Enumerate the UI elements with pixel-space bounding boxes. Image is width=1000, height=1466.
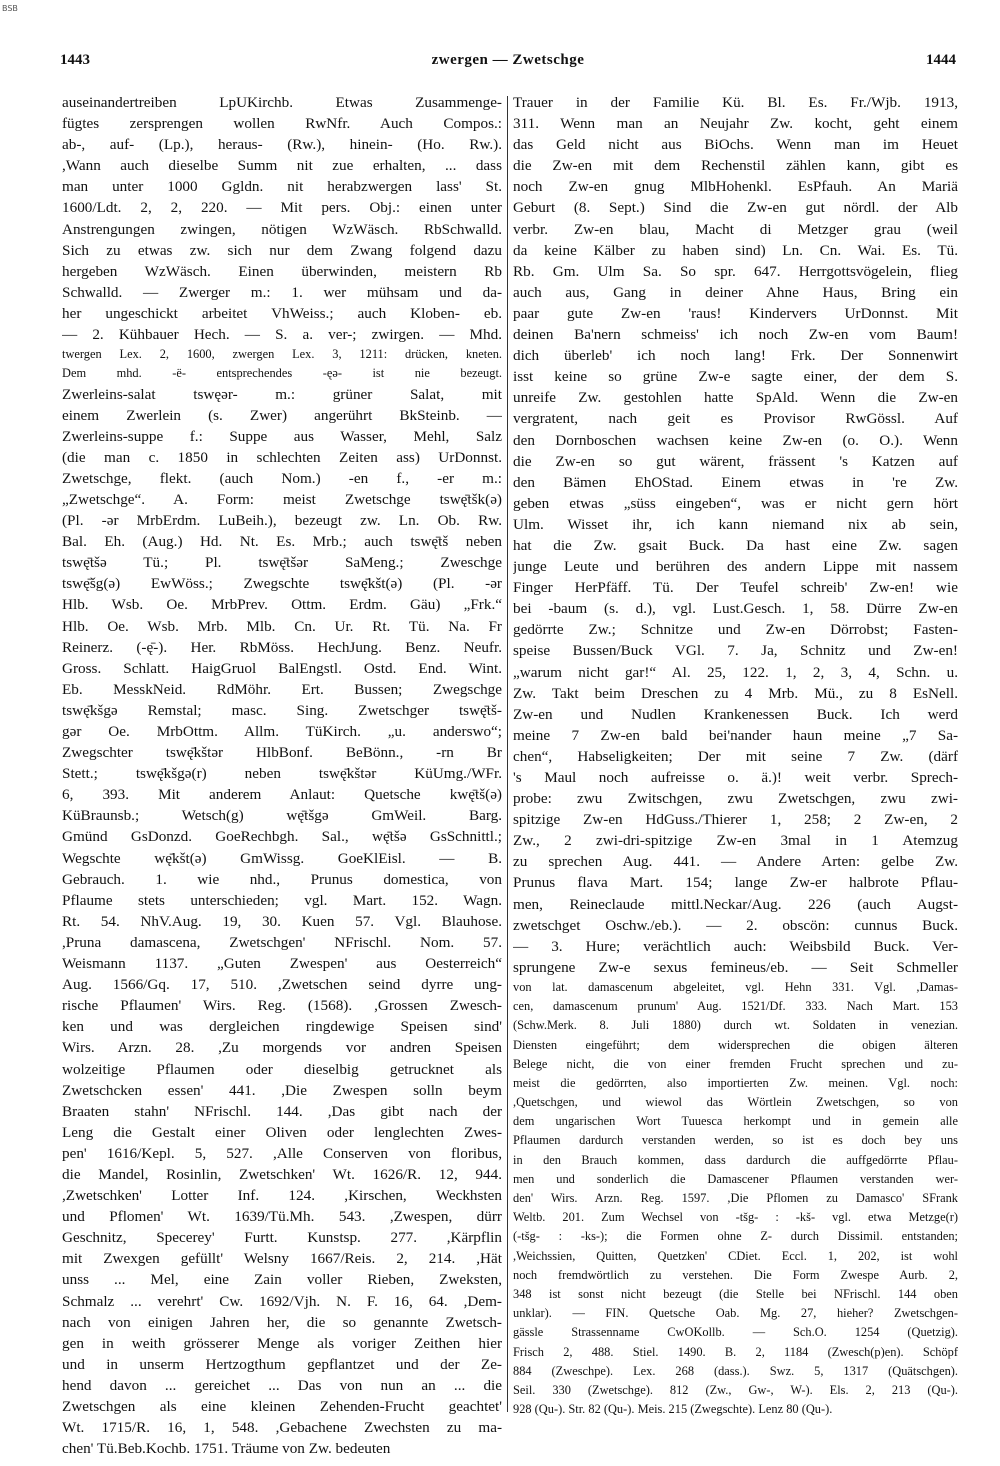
text-line: Rb. Gm. Ulm Sa. So spr. 647. Herrgottsvögelein, flieg — [513, 262, 958, 280]
text-line: Geburt (8. Sept.) Sind die Zw-en gut nördl. der Alb — [513, 199, 958, 217]
text-line: gər Oe. MrbOttm. Allm. TüKirch. „u. anderswo“; — [62, 723, 502, 740]
text-line: den Bämen EhOStad. Einem etwas in 're Zw. — [513, 473, 958, 491]
text-line: „Zwetschge“. A. Form: meist Zwetschge tswę̄tšk(ə) — [62, 490, 502, 508]
text-line: paar gute Zw-en 'raus! Kindervers UrDonnst. Mit — [513, 304, 958, 322]
text-line: Schwalld. — Zwerger m.: 1. wer mühsam und da- — [62, 283, 502, 301]
text-line: Geschnitz, Specerey' Furtt. Kunstsp. 277. ,Kärpflin — [62, 1229, 502, 1247]
text-line: sprungene Zw-e sexus femineus/eb. — Seit Schmeller — [513, 958, 958, 976]
right-column — [513, 92, 958, 1419]
text-line: Braaten stahn' NFrischl. 144. ,Das gibt nach der — [62, 1102, 502, 1120]
text-line: Aug. 1566/Gq. 17, 510. ,Zwetschen seind dyrre ung- — [62, 976, 502, 994]
text-line: Zwetschge, flekt. (auch Nom.) -en f., -er m.: — [62, 469, 502, 487]
text-line: unss ... Mel, eine Zain voller Rieben, Zweksten, — [62, 1271, 502, 1289]
text-line: da keine Kälber zu haben sind) Ln. Cn. Wai. Es. Tü. — [513, 241, 958, 259]
text-line: Zwetschcken essen' 441. ,Die Zwespen solln beym — [62, 1081, 502, 1099]
text-line: hat die Zw. gsait Buck. Da hast eine Zw. sagen — [513, 536, 958, 554]
text-line: Schmalz ... verehrt' Cw. 1692/Vjh. N. F. 16, 64. ,Dem- — [62, 1292, 502, 1310]
text-line: speise Bussen/Buck VGl. 7. Ja, Schnitz und Zw-en! — [513, 642, 958, 660]
text-line: Leng die Gestalt einer Oliven oder lenglechten Zwes- — [62, 1123, 502, 1141]
text-line: Reinerz. (-ę̄-). Her. RbMöss. HechJung. Benz. Neufr. — [62, 638, 502, 656]
text-line: Zw., 2 zwi-dri-spitzige Zw-en 3mal in 1 Atemzug — [513, 832, 958, 850]
text-line: unreife Zw. gestohlen hatte SpAld. Wenn die Zw-en — [513, 389, 958, 407]
text-line: meist die gedörrten, also importierten Zw. meinen. Vgl. noch: — [513, 1075, 958, 1090]
text-line: probe: zwu Zwitschgen, zwu Zwetschgen, zwu zwi- — [513, 790, 958, 808]
text-line: wolzeitige Pflaumen oder dieselbig getrucknet als — [62, 1060, 502, 1078]
text-line: Prunus flava Mart. 154; lange Zw-er halbrote Pflau- — [513, 874, 958, 892]
text-line: Finger HerPfäff. Tü. Der Teufel schreib' Zw-en! wie — [513, 579, 958, 597]
text-line: ken und was dergleichen ringdewige Speisen sind' — [62, 1018, 502, 1036]
text-line: Bal. Eh. (Aug.) Hd. Nt. Es. Mrb.; auch tswę̄tš neben — [62, 533, 502, 551]
text-line: her ungeschickt arbeitet VhWeiss.; auch Kloben- eb. — [62, 304, 502, 322]
text-line: chen“, Habseligkeiten; Der mit seine 7 Zw. (därf — [513, 747, 958, 765]
text-line: Gmünd GsDonzd. GoeRechbgh. Sal., wę̄tšə GsSchnittl.; — [62, 828, 502, 846]
text-line: dich überleb' ich noch lang! Frk. Der Sonnenwirt — [513, 347, 958, 365]
text-line: Hlb. Oe. Wsb. Mrb. Mlb. Cn. Ur. Rt. Tü. Na. Fr — [62, 617, 502, 635]
text-line: das Geld nicht aus BiOchs. Wenn man im Heuet — [513, 136, 958, 154]
page-number-left: 1443 — [60, 52, 90, 68]
text-line: gen in weith grösserer Menge als voriger Zeithen hier — [62, 1334, 502, 1352]
text-line: und in unserm Hertzogthum gepflantzet und der Ze- — [62, 1355, 502, 1373]
text-line: men und sonderlich die Damascener Pflaumen verstanden wer- — [513, 1171, 958, 1186]
text-line: Zw. Takt beim Dreschen zu 4 Mrb. Mü., zu 8 EsNell. — [513, 684, 958, 702]
text-line: (Schw.Merk. 8. Juli 1880) durch wt. Soldaten in venezian. — [513, 1018, 958, 1033]
text-line: 1600/Ldt. 2, 2, 220. — Mit pers. Obj.: einen unter — [62, 199, 502, 217]
text-line: 928 (Qu-). Str. 82 (Qu-). Meis. 215 (Zwegschte). Lenz 80 (Qu-). — [513, 1402, 833, 1417]
text-line: hend davon ... gereichet ... Das von nun an ... die — [62, 1376, 502, 1394]
text-line: KüBraunsb.; Wetsch(g) wę̄tšgə GmWeil. Barg. — [62, 807, 502, 825]
text-line: ,Wann auch dieselbe Summ nit zue erhalten, ... dass — [62, 157, 502, 175]
text-line: unklar). — FIN. Quetsche Oab. Mg. 27, hieher? Zwetschgen- — [513, 1306, 958, 1321]
text-line: (-tšg- : -ks-); die Formen ohne Z- durch Dissimil. entstanden; — [513, 1229, 958, 1244]
text-line: Wt. 1715/R. 16, 1, 548. ,Gebachene Zwechsten zu ma- — [62, 1419, 502, 1437]
running-title: zwergen — Zwetschge — [431, 52, 585, 68]
text-line: Wegschte wę̄kšt(ə) GmWissg. GoeKlEisl. — B. — [62, 849, 502, 867]
text-line: Diensten eingeführt; dem widersprechen die obigen älteren — [513, 1037, 958, 1052]
text-line: 311. Wenn man an Neujahr Zw. kocht, geht einem — [513, 115, 958, 133]
text-line: tswę̄tšə Tü.; Pl. tswę̄tšər SaMeng.; Zweschge — [62, 554, 502, 572]
text-line: geben etwas „süss eingeben“, was er nicht gern hört — [513, 494, 958, 512]
text-line: — 3. Hure; verächtlich auch: Weibsbild Buck. Ver- — [513, 937, 958, 955]
text-line: Eb. MesskNeid. RdMöhr. Ert. Bussen; Zwegschge — [62, 680, 502, 698]
text-line: ab-, auf- (Lp.), heraus- (Rw.), hinein- (Ho. Rw.). — [62, 136, 502, 154]
text-line: Anstrengungen zwingen, nötigen WzWäsch. RbSchwalld. — [62, 220, 502, 238]
left-column — [62, 92, 502, 1459]
text-line: twergen Lex. 2, 1600, zwergen Lex. 3, 1211: drücken, kneten. — [62, 347, 502, 362]
text-line: noch fremdwörtlich zu verstehen. Die Form Zwespe Aurb. 2, — [513, 1267, 958, 1282]
text-line: chen' Tü.Beb.Kochb. 1751. Träume von Zw. bedeuten — [62, 1440, 391, 1458]
text-line: Gross. Schlatt. HaigGruol BalEngstl. Ostd. End. Wint. — [62, 659, 502, 677]
text-line: zu sprechen Aug. 441. — Andere Arten: gelbe Zw. — [513, 853, 958, 871]
text-line: die Zw-en mit dem Rechenstil zählen kann, gibt es — [513, 157, 958, 175]
text-line: ,Weichssien, Quitten, Quetzken' CDiet. Eccl. 1, 202, ist wohl — [513, 1248, 958, 1263]
text-line: den Dornboschen wachsen keine Zw-en (o. O.). Wenn — [513, 431, 958, 449]
text-line: junge Leute und berühren des andern Lippe mit nassem — [513, 558, 958, 576]
text-line: zwetschget Oschw./eb.). — 2. obscön: cunnus Buck. — [513, 916, 958, 934]
text-line: Zwerleins-salat tswęər- m.: grüner Salat, mit — [62, 385, 502, 403]
text-line: auseinandertreiben LpUKirchb. Etwas Zusammenge- — [62, 94, 502, 111]
text-line: man unter 1000 Ggldn. nit herabzwergen lass' St. — [62, 178, 502, 196]
text-line: dem ungarischen Wort Tuuesca herkompt und in gemein alle — [513, 1114, 958, 1129]
text-line: ,Pruna damascena, Zwetschgen' NFrischl. Nom. 57. — [62, 933, 502, 951]
text-line: spitzige Zw-en HdGuss./Thierer 1, 258; 2 Zw-en, 2 — [513, 811, 958, 829]
text-line: Zwerleins-suppe f.: Suppe aus Wasser, Mehl, Salz — [62, 427, 502, 445]
text-line: mit Zwexgen gefüllt' Welsny 1667/Reis. 2, 214. ,Hät — [62, 1250, 502, 1268]
text-line: bei -baum (s. d.), vgl. Lust.Gesch. 1, 58. Dürre Zw-en — [513, 600, 958, 618]
library-watermark: BSB — [2, 4, 18, 13]
page-header — [60, 52, 956, 76]
text-line: men, Reineclaude mittl.Neckar/Aug. 226 (auch Augst- — [513, 895, 958, 913]
text-line: Zwegschter tswę̄kštər HlbBonf. BeBönn., -rn Br — [62, 744, 502, 762]
text-line: tswę̄kšgə Remstal; masc. Sing. Zwetschger tswę̄tš- — [62, 701, 502, 719]
text-line: verbr. Zw-en blau, Macht di Metzger grau (weil — [513, 220, 958, 238]
text-line: die Mandel, Rosinlin, Zwetschken' Wt. 1626/R. 12, 944. — [62, 1165, 502, 1183]
text-line: Weltb. 201. Zum Wechsel von -tšg- : -kš- vgl. etwa Metzge(r) — [513, 1210, 958, 1225]
text-line: und Pflomen' Wt. 1639/Tü.Mh. 543. ,Zwespen, dürr — [62, 1208, 502, 1226]
page-number-right: 1444 — [926, 52, 956, 68]
text-line: hergeben WzWäsch. Einen überwinden, meistern Rb — [62, 262, 502, 280]
text-line: Weismann 1137. „Guten Zwespen' aus Oesterreich“ — [62, 955, 502, 973]
text-line: „warum nicht gar!“ Al. 25, 122. 1, 2, 3, 4, Schn. u. — [513, 663, 958, 681]
text-line: Stett.; tswę̄kšgə(r) neben tswę̄kštər KüUmg./WFr. — [62, 765, 502, 783]
text-line: fügtes zersprengen wollen RwNfr. Auch Compos.: — [62, 115, 502, 133]
text-line: von lat. damascenum abgeleitet, vgl. Hehn 331. Vgl. ,Damas- — [513, 979, 958, 994]
text-line: isst keine so grüne Zw-e sagte einer, der dem S. — [513, 368, 958, 386]
text-line: Gebrauch. 1. wie nhd., Prunus domestica, von — [62, 870, 502, 888]
text-line: cen, damascenum prunum' Aug. 1521/Df. 333. Nach Mart. 153 — [513, 999, 958, 1014]
text-line: auch aus, Gang in deiner Ahne Haus, Bring ein — [513, 283, 958, 301]
column-divider — [507, 96, 508, 1412]
text-line: nach von einigen Jahren her, die so genannte Zwetsch- — [62, 1313, 502, 1331]
text-line: ,Quetschgen, und wiewol das Wörtlein Zwetschgen, so von — [513, 1095, 958, 1110]
text-line: Sich zu etwas zw. sich nur dem Zwang folgend dazu — [62, 241, 502, 259]
text-line: vergratent, nach geit es Provisor RwGössl. Auf — [513, 410, 958, 428]
text-line: gässle Strassenname CwOKollb. — Sch.O. 1254 (Quetzig). — [513, 1325, 958, 1340]
text-line: — 2. Kühbauer Hech. — S. a. ver-; zwirgen. — Mhd. — [62, 326, 502, 344]
text-line: Zw-en und Nudlen Krankenessen Buck. Ich werd — [513, 705, 958, 723]
text-line: in den Brauch kommen, dass dardurch die auffgedörrte Pflau- — [513, 1152, 958, 1167]
text-line: einem Zwerlein (s. Zwer) angerührt BkSteinb. — — [62, 406, 502, 424]
text-line: Rt. 54. NhV.Aug. 19, 30. Kuen 57. Vgl. Blauhose. — [62, 912, 502, 930]
text-line: noch Zw-en gnug MlbHohenkl. EsPfauh. An Mariä — [513, 178, 958, 196]
text-line: Trauer in der Familie Kü. Bl. Es. Fr./Wjb. 1913, — [513, 94, 958, 111]
text-line: ,Zwetschken' Lotter Inf. 124. ,Kirschen, Weckhsten — [62, 1187, 502, 1205]
text-line: Dem mhd. -ë- entsprechendes -ęə- ist nie bezeugt. — [62, 366, 502, 381]
text-line: Wirs. Arzn. 28. ,Zu morgends vor andren Speisen — [62, 1039, 502, 1057]
text-line: tswę̄šg(ə) EwWöss.; Zwegschte tswę̄kšt(ə) (Pl. -ər — [62, 575, 502, 593]
text-line: Belege nicht, die von einer fremden Frucht sprechen und zu- — [513, 1056, 958, 1071]
text-line: Hlb. Wsb. Oe. MrbPrev. Ottm. Erdm. Gäu) „Frk.“ — [62, 596, 502, 614]
text-line: rische Pflaumen' Wirs. Reg. (1568). ,Grossen Zwesch- — [62, 997, 502, 1015]
text-line: Ulm. Wisset ihr, ich kann niemand nix ab sein, — [513, 515, 958, 533]
text-line: Pflaume stets unterschieden; vgl. Mart. 152. Wagn. — [62, 891, 502, 909]
text-line: den' Wirs. Arzn. Reg. 1597. ,Die Pflomen zu Damasco' SFrank — [513, 1191, 958, 1205]
text-line: die Zw-en so gut wärent, frässent 's Katzen auf — [513, 452, 958, 470]
text-line: 884 (Zweschpe). Lex. 268 (dass.). Swz. 5, 1317 (Quätschgen). — [513, 1363, 958, 1378]
text-line: pen' 1616/Kepl. 5, 527. ,Alle Conserven von floribus, — [62, 1144, 502, 1162]
text-line: deinen Ba'nern schmeiss' ich noch Zw-en vom Baum! — [513, 326, 958, 344]
text-line: gedörrte Zw.; Schnitze und Zw-en Dörrobst; Fasten- — [513, 621, 958, 639]
text-line: Frisch 2, 488. Stiel. 1490. B. 2, 1184 (Zwesch(p)en). Schöpf — [513, 1344, 958, 1359]
text-line: 's Maul noch aufreisse o. ä.)! weit verbr. Sprech- — [513, 769, 958, 786]
text-line: (die man c. 1850 in schlechten Zeiten ass) UrDonnst. — [62, 448, 502, 466]
text-line: 6, 393. Mit anderem Anlaut: Quetsche kwę̄tš(ə) — [62, 786, 502, 804]
text-line: (Pl. -ər MrbErdm. LuBeih.), bezeugt zw. Ln. Ob. Rw. — [62, 512, 502, 530]
text-line: Seil. 330 (Zwetschge). 812 (Zw., Gw-, W-). Els. 2, 213 (Qu-). — [513, 1382, 958, 1397]
text-line: 348 ist sonst nicht bezeugt (die Stelle bei NFrischl. 144 oben — [513, 1286, 958, 1301]
text-line: Zwetschgen als eine kleinen Zehenden-Frucht geachtet' — [62, 1398, 502, 1415]
text-line: Pflaumen dardurch verstanden werden, so ist es doch bey uns — [513, 1133, 958, 1148]
text-line: meine 7 Zw-en bald bei'nander haun meine „7 Sa- — [513, 726, 958, 744]
